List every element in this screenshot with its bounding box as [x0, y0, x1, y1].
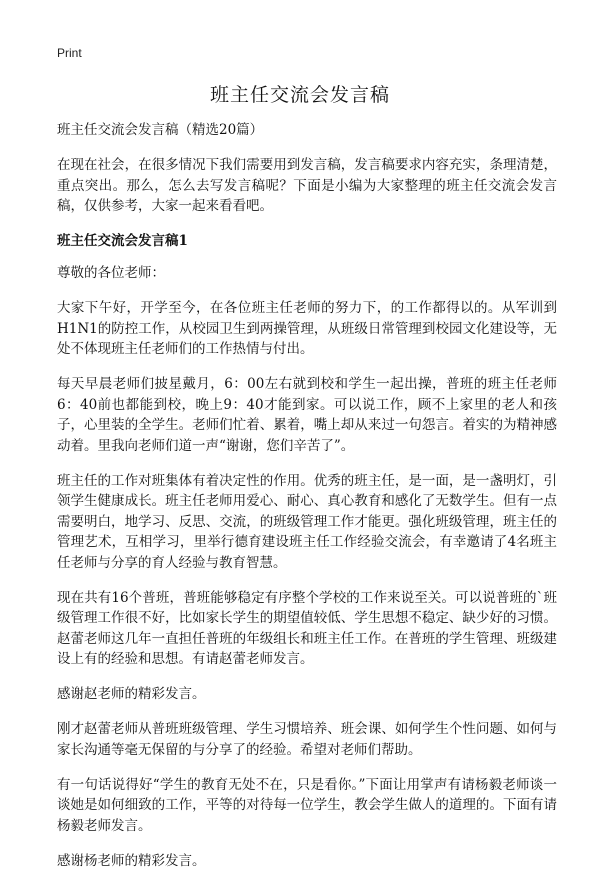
greeting: 尊敬的各位老师：	[57, 265, 165, 281]
body-paragraph: 班主任的工作对班集体有着决定性的作用。优秀的班主任，是一面，是一盏明灯，引领学生健康成长。班主任老师用爱心、耐心、真心教育和感化了无数学生。但有一点需要明白，地学习、反思、交流，的班级管理工作才能更。强化班级管理，班主任的管理艺术，互相学习，里举行德育建设班主任工作经验交流会，有幸邀请了4名班主任老师与分享的育人经验与教育智慧。	[57, 472, 557, 571]
body-paragraph: 现在共有16个普班，普班能够稳定有序整个学校的工作来说至关。可以说普班的`班级管理工作很不好，比如家长学生的期望值较低、学生思想不稳定、缺少好的习惯。赵蕾老师这几年一直担任普班的年级组长和班主任工作。在普班的学生管理、班级建设上有的经验和思想。有请赵蕾老师发言。	[57, 589, 557, 667]
body-paragraph: 大家下午好，开学至今，在各位班主任老师的努力下，的工作都得以的。从军训到H1N1的防控工作，从校园卫生到两操管理，从班级日常管理到校园文化建设等，无处不体现班主任老师们的工作热情与付出。	[57, 300, 557, 357]
document-title: 班主任交流会发言稿	[209, 84, 390, 106]
section-heading: 班主任交流会发言稿1	[57, 233, 188, 249]
body-paragraph: 每天早晨老师们披星戴月，6：00左右就到校和学生一起出操，普班的班主任老师6：40前也都能到校，晚上9：40才能到家。可以说工作，顾不上家里的老人和孩子，心里装的全学生。老师们忙着、累着，嘴上却从来过一句怨言。着实的为精神感动着。里我向老师们道一声“谢谢，您们辛苦了”。	[57, 376, 557, 454]
document-body	[57, 120, 557, 886]
body-paragraph: 感谢杨老师的精彩发言。	[57, 852, 206, 869]
body-paragraph: 有一句话说得好“学生的教育无处不在，只是看你。”下面让用掌声有请杨毅老师谈一谈她是如何细致的工作，平等的对待每一位学生，教会学生做人的道理的。下面有请杨毅老师发言。	[57, 776, 557, 834]
body-paragraph: 感谢赵老师的精彩发言。	[57, 686, 206, 702]
body-paragraph: 刚才赵蕾老师从普班班级管理、学生习惯培养、班会课、如何学生个性问题、如何与家长沟通等毫无保留的与分享了的经验。希望对老师们帮助。	[57, 721, 557, 758]
document-subtitle: 班主任交流会发言稿（精选20篇）	[57, 122, 264, 138]
print-link[interactable]: Print	[57, 46, 82, 60]
intro-paragraph: 在现在社会，在很多情况下我们需要用到发言稿，发言稿要求内容充实，条理清楚，重点突出。那么，怎么去写发言稿呢？下面是小编为大家整理的班主任交流会发言稿，仅供参考，大家一起来看看吧。	[57, 157, 557, 214]
